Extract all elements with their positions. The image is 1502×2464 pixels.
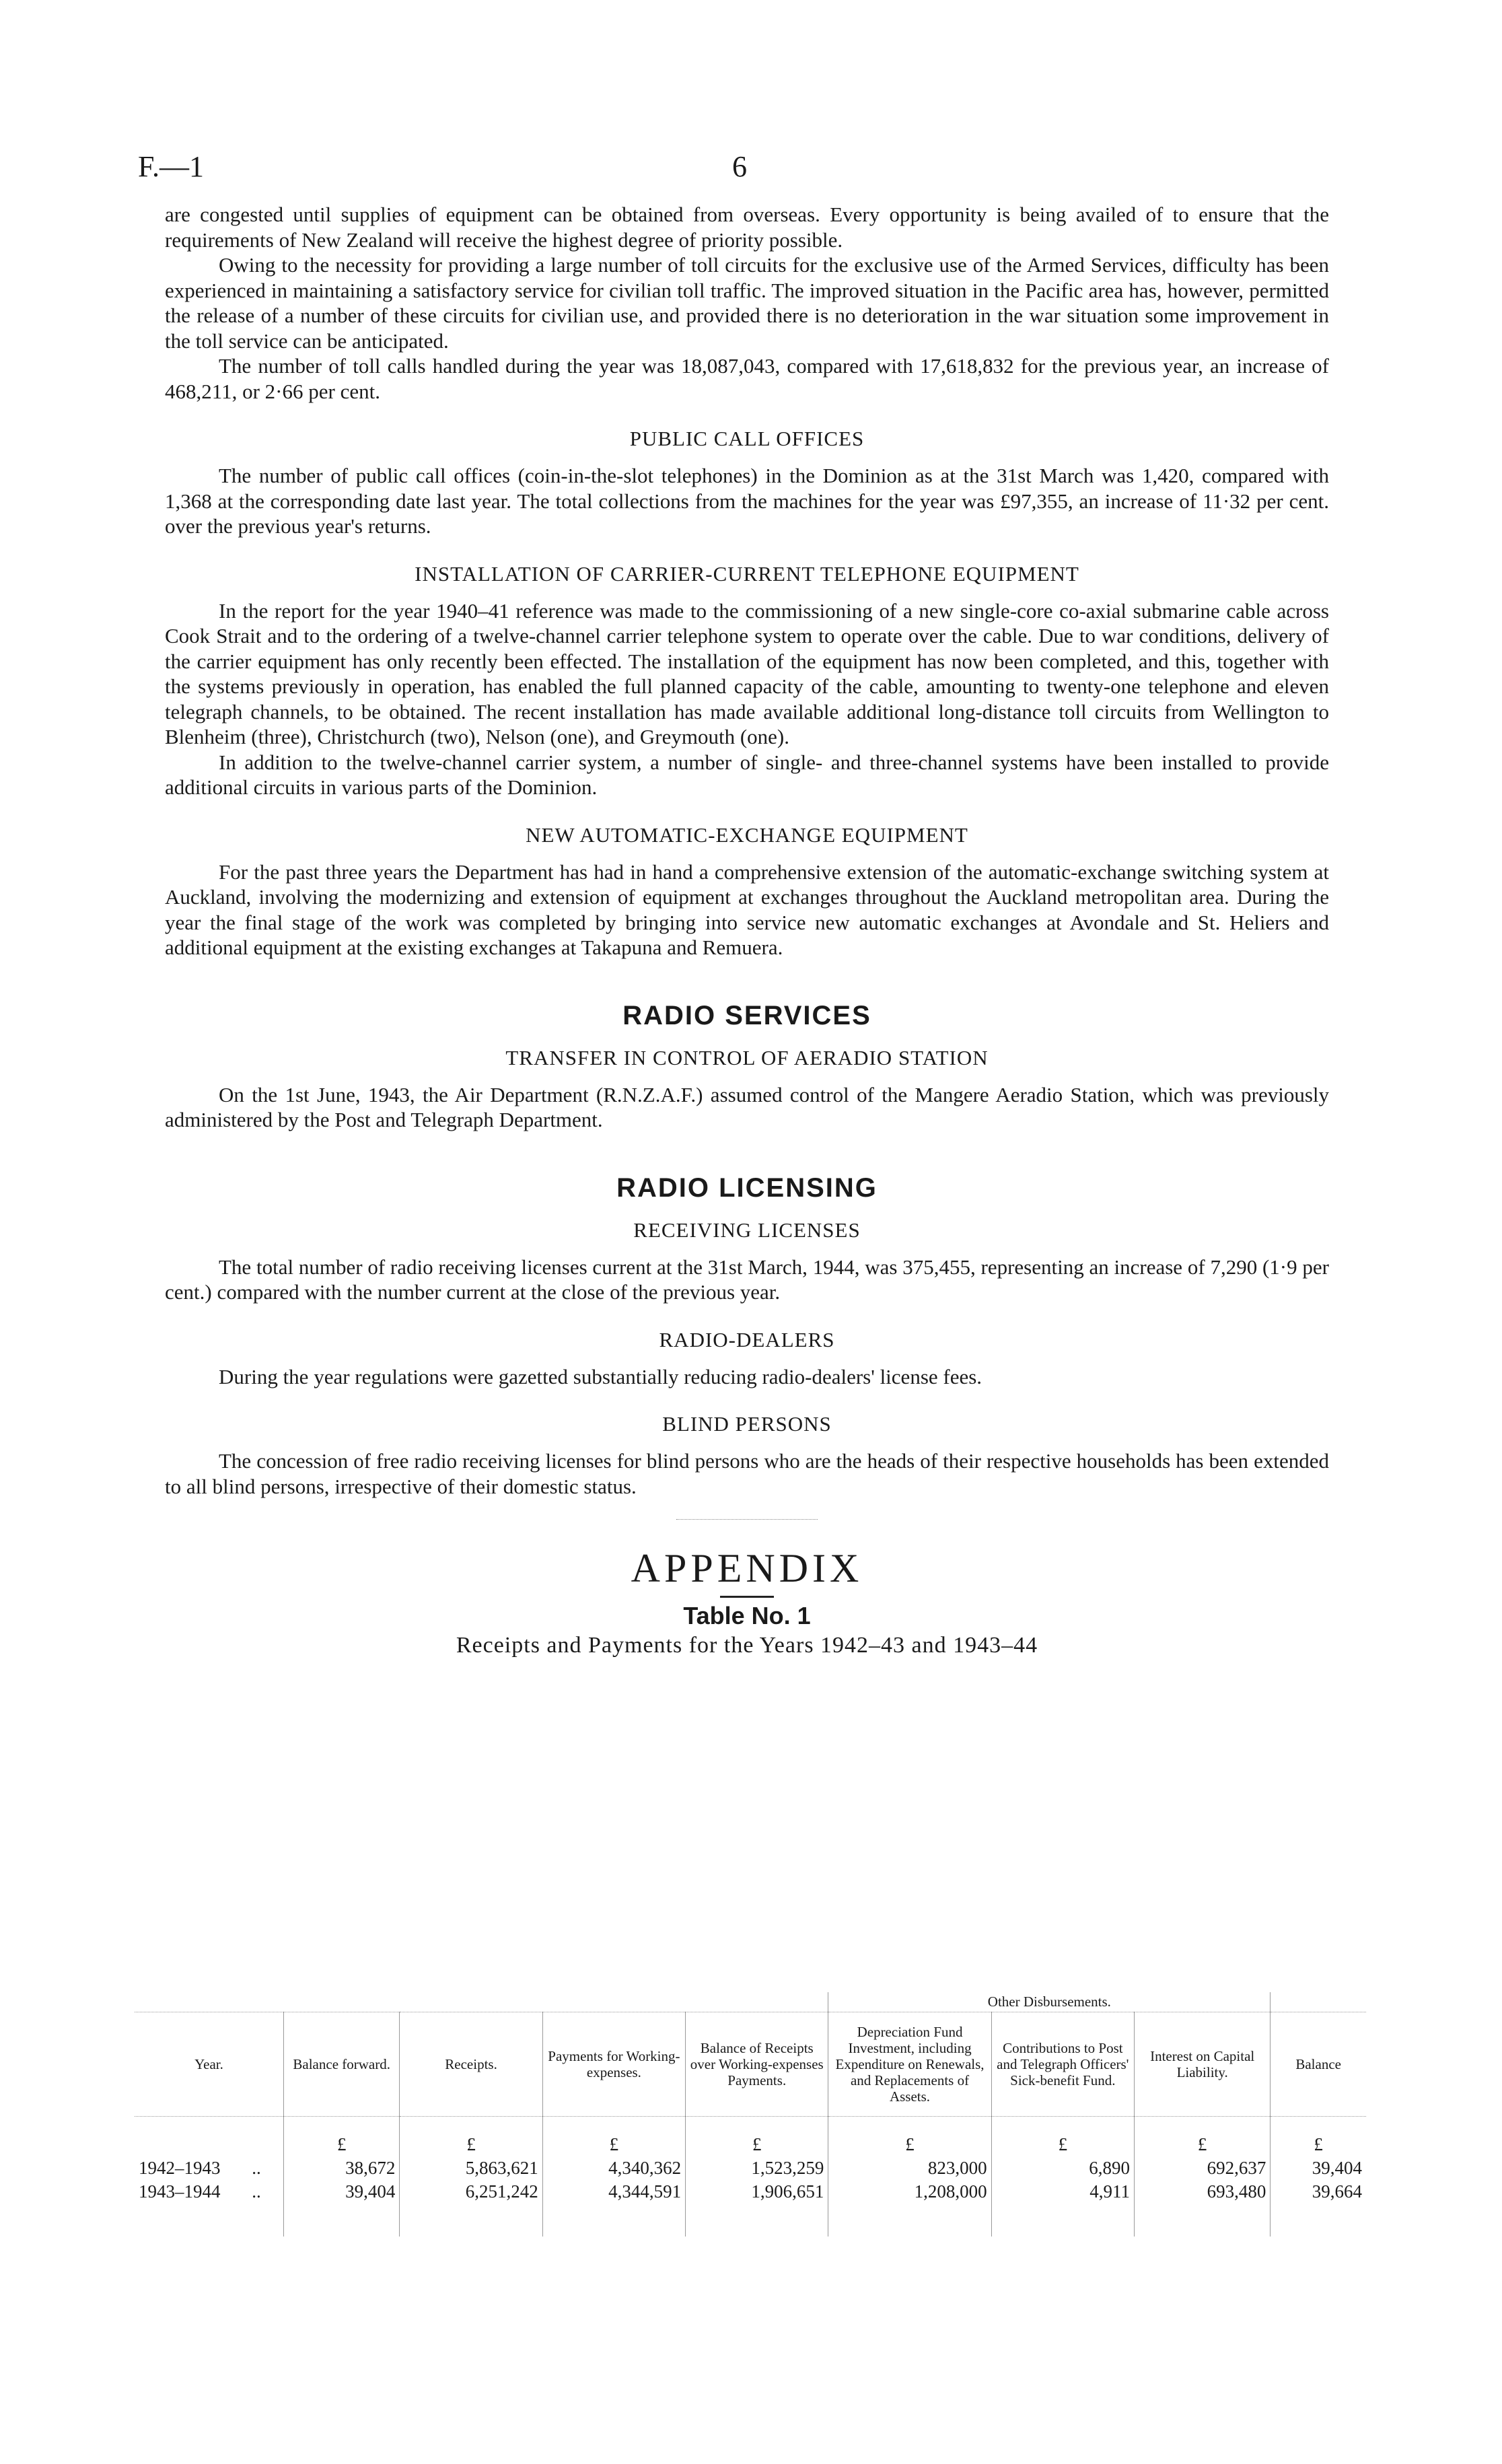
paragraph: Owing to the necessity for providing a large number of toll circuits for the exclusive use of the Armed Services, difficulty has been experienced in maintaining a satisfactory service for civilian toll traffic. The improved situation in the Pacific area has, however, permitted the release of a number of these circuits for civilian use, and provided there is no deterioration in the war situation some improvement in the toll service can be anticipated. <box>165 253 1329 353</box>
year-cell: 1942–1943 <box>139 2158 221 2178</box>
text-column <box>165 202 1329 1670</box>
paragraph: For the past three years the Department has had in hand a comprehensive extension of the automatic-exchange switching system at Auckland, involving the modernizing and extension of equipment at exchanges throughout the Auckland metropolitan area. During the year the final stage of the work was completed by bringing into service new automatic exchanges at Avondale and St. Heliers and additional equipment at the existing exchanges at Takapuna and Remuera. <box>165 859 1329 959</box>
major-heading: RADIO SERVICES <box>622 1000 871 1030</box>
paragraph: On the 1st June, 1943, the Air Department (R.N.Z.A.F.) assumed control of the Mangere Aeradio Station, which was previously administered by the Post and Telegraph Department. <box>165 1082 1329 1131</box>
section-heading: BLIND PERSONS <box>662 1412 832 1436</box>
section-heading: RECEIVING LICENSES <box>633 1218 861 1242</box>
leader-dots: .. <box>252 2158 261 2178</box>
unit-row: £ £ £ £ £ £ £ £ <box>135 2117 1366 2157</box>
document-reference: F.—1 <box>138 150 204 183</box>
table-row: 1942–1943 .. 38,672 5,863,621 4,340,362 1,523,259 823,000 6,890 692,637 39,404 <box>135 2156 1366 2180</box>
paragraph: In addition to the twelve-channel carrier system, a number of single- and three-channel systems have been installed to provide additional circuits in various parts of the Dominion. <box>165 750 1329 799</box>
divider <box>720 1596 774 1598</box>
section-heading: TRANSFER IN CONTROL OF AERADIO STATION <box>505 1045 989 1069</box>
column-header: Depreciation Fund Investment, including Expenditure on Renewals, and Replacements of Assets. <box>828 2012 991 2117</box>
table-number: Table No. 1 <box>683 1602 811 1629</box>
column-header: Payments for Working-expenses. <box>542 2012 685 2117</box>
section-heading: INSTALLATION OF CARRIER-CURRENT TELEPHONE EQUIPMENT <box>415 561 1079 586</box>
receipts-payments-table <box>135 1992 1366 2237</box>
paragraph: The number of public call offices (coin-in-the-slot telephones) in the Dominion as at the 31st March was 1,420, compared with 1,368 at the corresponding date last year. The total collections from the machines for the year was £97,355, an increase of 11·32 per cent. over the previous year's returns. <box>165 464 1329 538</box>
table-title: Receipts and Payments for the Years 1942–43 and 1943–44 <box>456 1633 1038 1658</box>
paragraph: During the year regulations were gazetted substantially reducing radio-dealers' license fees. <box>219 1364 982 1388</box>
paragraph: are congested until supplies of equipment can be obtained from overseas. Every opportunity is being availed of to ensure that the requirements of New Zealand will receive the highest degree of priority possible. <box>165 203 1329 252</box>
column-header: Receipts. <box>400 2012 542 2117</box>
paragraph: In the report for the year 1940–41 reference was made to the commissioning of a new single-core co-axial submarine cable across Cook Strait and to the ordering of a twelve-channel carrier telephone system to operate over the cable. Due to war conditions, delivery of the carrier equipment has only recently been effected. The installation of the equipment has now been completed, and this, together with the systems previously in operation, has enabled the full planned capacity of the cable, amounting to twenty-one telephone and eleven telegraph channels, to be obtained. The recent installation has made available additional long-distance toll circuits from Wellington to Blenheim (three), Christchurch (two), Nelson (one), and Greymouth (one). <box>165 598 1329 748</box>
divider <box>676 1519 818 1520</box>
group-header: Other Disbursements. <box>828 1992 1271 2012</box>
paragraph: The total number of radio receiving licenses current at the 31st March, 1944, was 375,455, representing an increase of 7,290 (1·9 per cent.) compared with the number current at the close of the previous year. <box>165 1255 1329 1304</box>
section-heading: NEW AUTOMATIC-EXCHANGE EQUIPMENT <box>526 822 968 847</box>
section-heading: RADIO-DEALERS <box>659 1327 835 1351</box>
column-header: Interest on Capital Liability. <box>1135 2012 1271 2117</box>
appendix-title: APPENDIX <box>631 1546 863 1590</box>
column-header: Year. <box>194 2056 223 2072</box>
major-heading: RADIO LICENSING <box>616 1172 878 1203</box>
page-number: 6 <box>732 150 747 183</box>
year-cell: 1943–1944 <box>139 2181 221 2202</box>
paragraph: The number of toll calls handled during the year was 18,087,043, compared with 17,618,832 for the previous year, an increase of 468,211, or 2·66 per cent. <box>165 354 1329 403</box>
table-row: 1943–1944 .. 39,404 6,251,242 4,344,591 1,906,651 1,208,000 4,911 693,480 39,664 <box>135 2180 1366 2237</box>
column-header: Balance <box>1271 2012 1366 2117</box>
column-header: Balance forward. <box>284 2012 400 2117</box>
column-header: Balance of Receipts over Working-expenses Payments. <box>686 2012 828 2117</box>
leader-dots: .. <box>252 2181 261 2202</box>
paragraph: The concession of free radio receiving licenses for blind persons who are the heads of their respective households has been extended to all blind persons, irrespective of their domestic status. <box>165 1449 1329 1498</box>
section-heading: PUBLIC CALL OFFICES <box>629 427 865 450</box>
column-header: Contributions to Post and Telegraph Officers' Sick-benefit Fund. <box>991 2012 1134 2117</box>
